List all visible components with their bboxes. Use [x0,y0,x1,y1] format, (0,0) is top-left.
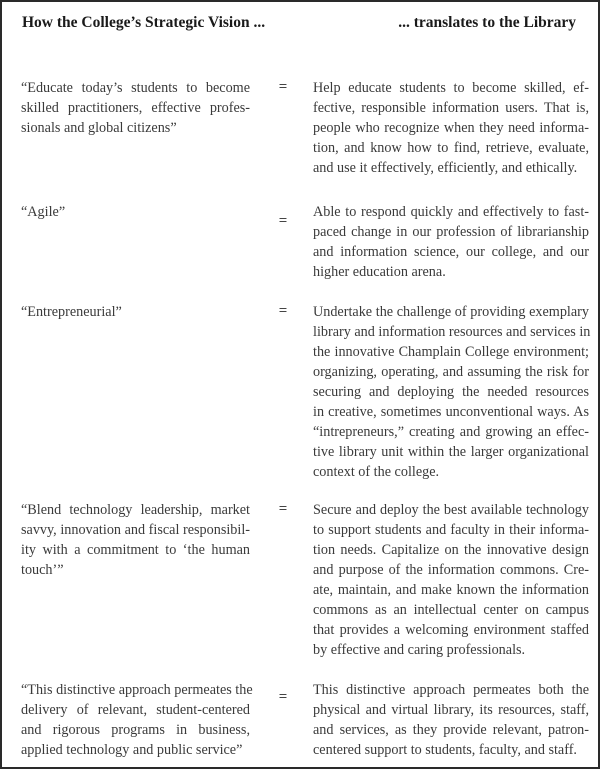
text-line: tion needs. Capitalize on the innovative design [313,542,589,558]
library-translation-text [313,500,589,660]
equals-sign: = [278,303,288,319]
text-line: sionals and global citizens” [21,120,177,136]
text-line: “Blend technology leadership, market [21,502,250,518]
text-line: Undertake the challenge of providing exemplary [313,304,589,320]
text-line: the innovative Champlain College environment; [313,344,589,360]
text-line: “Entrepreneurial” [21,304,122,320]
text-line: and rigorous programs in business, [21,722,250,738]
text-line: ity with a commitment to ‘the human [21,542,250,558]
text-line: library and information resources and services in [313,324,591,340]
college-vision-text [21,78,250,138]
text-line: and purpose of the information commons. Cre- [313,562,589,578]
header-college-vision: How the College’s Strategic Vision ... [22,14,266,31]
text-line: people who recognize when they need informa- [313,120,589,136]
text-line: “intrepreneurs,” creating and growing an effec- [313,424,589,440]
library-translation-text [313,680,589,760]
college-vision-text [21,500,250,580]
text-line: paced change in our profession of librarianship [313,224,589,240]
text-line: touch’” [21,562,64,578]
equals-sign: = [278,213,288,229]
text-line: organizing, operating, and assuming the risk for [313,364,589,380]
text-line: in creative, sometimes unconventional ways. As [313,404,589,420]
table-header [20,14,576,38]
text-line: centered support to students, faculty, and staff. [313,742,577,758]
equals-sign: = [278,689,288,705]
text-line: “This distinctive approach permeates the [21,682,253,698]
text-line: Able to respond quickly and effectively to fast- [313,204,589,220]
text-line: that provides a welcoming environment staffed [313,622,589,638]
college-vision-text [21,680,253,760]
text-line: savvy, innovation and fiscal responsibil- [21,522,250,538]
library-translation-text [313,302,589,482]
text-line: to support students and faculty in their informa- [313,522,589,538]
text-line: tion, and know how to find, retrieve, evaluate, [313,140,589,156]
text-line: Help educate students to become skilled, ef- [313,80,589,96]
text-line: physical and virtual library, its resources, staff, [313,702,589,718]
text-line: Secure and deploy the best available technology [313,502,589,518]
text-line: and services, as they provide relevant, patron- [313,722,589,738]
college-vision-text [21,202,250,222]
text-line: and information science, our college, and our [313,244,589,260]
text-line: securing and deploying the needed resources [313,384,589,400]
text-line: “Agile” [21,204,66,220]
text-line: delivery of relevant, student-centered [21,702,250,718]
equals-sign: = [278,501,288,517]
text-line: “Educate today’s students to become [21,80,250,96]
text-line: ate, maintain, and make known the information [313,582,589,598]
equals-sign: = [278,79,288,95]
text-line: context of the college. [313,464,440,480]
text-line: tive library unit within the larger organizational [313,444,589,460]
text-line: fective, responsible information users. That is, [313,100,589,116]
header-library-translation: ... translates to the Library [398,14,576,31]
text-line: This distinctive approach permeates both the [313,682,589,698]
library-translation-text [313,78,589,178]
text-line: higher education arena. [313,264,446,280]
college-vision-text [21,302,250,322]
text-line: skilled practitioners, effective profes- [21,100,250,116]
text-line: commons as an intellectual center on campus [313,602,589,618]
text-line: by effective and caring professionals. [313,642,526,658]
text-line: applied technology and public service” [21,742,243,758]
text-line: and use it effectively, efficiently, and ethically. [313,160,578,176]
library-translation-text [313,202,589,282]
